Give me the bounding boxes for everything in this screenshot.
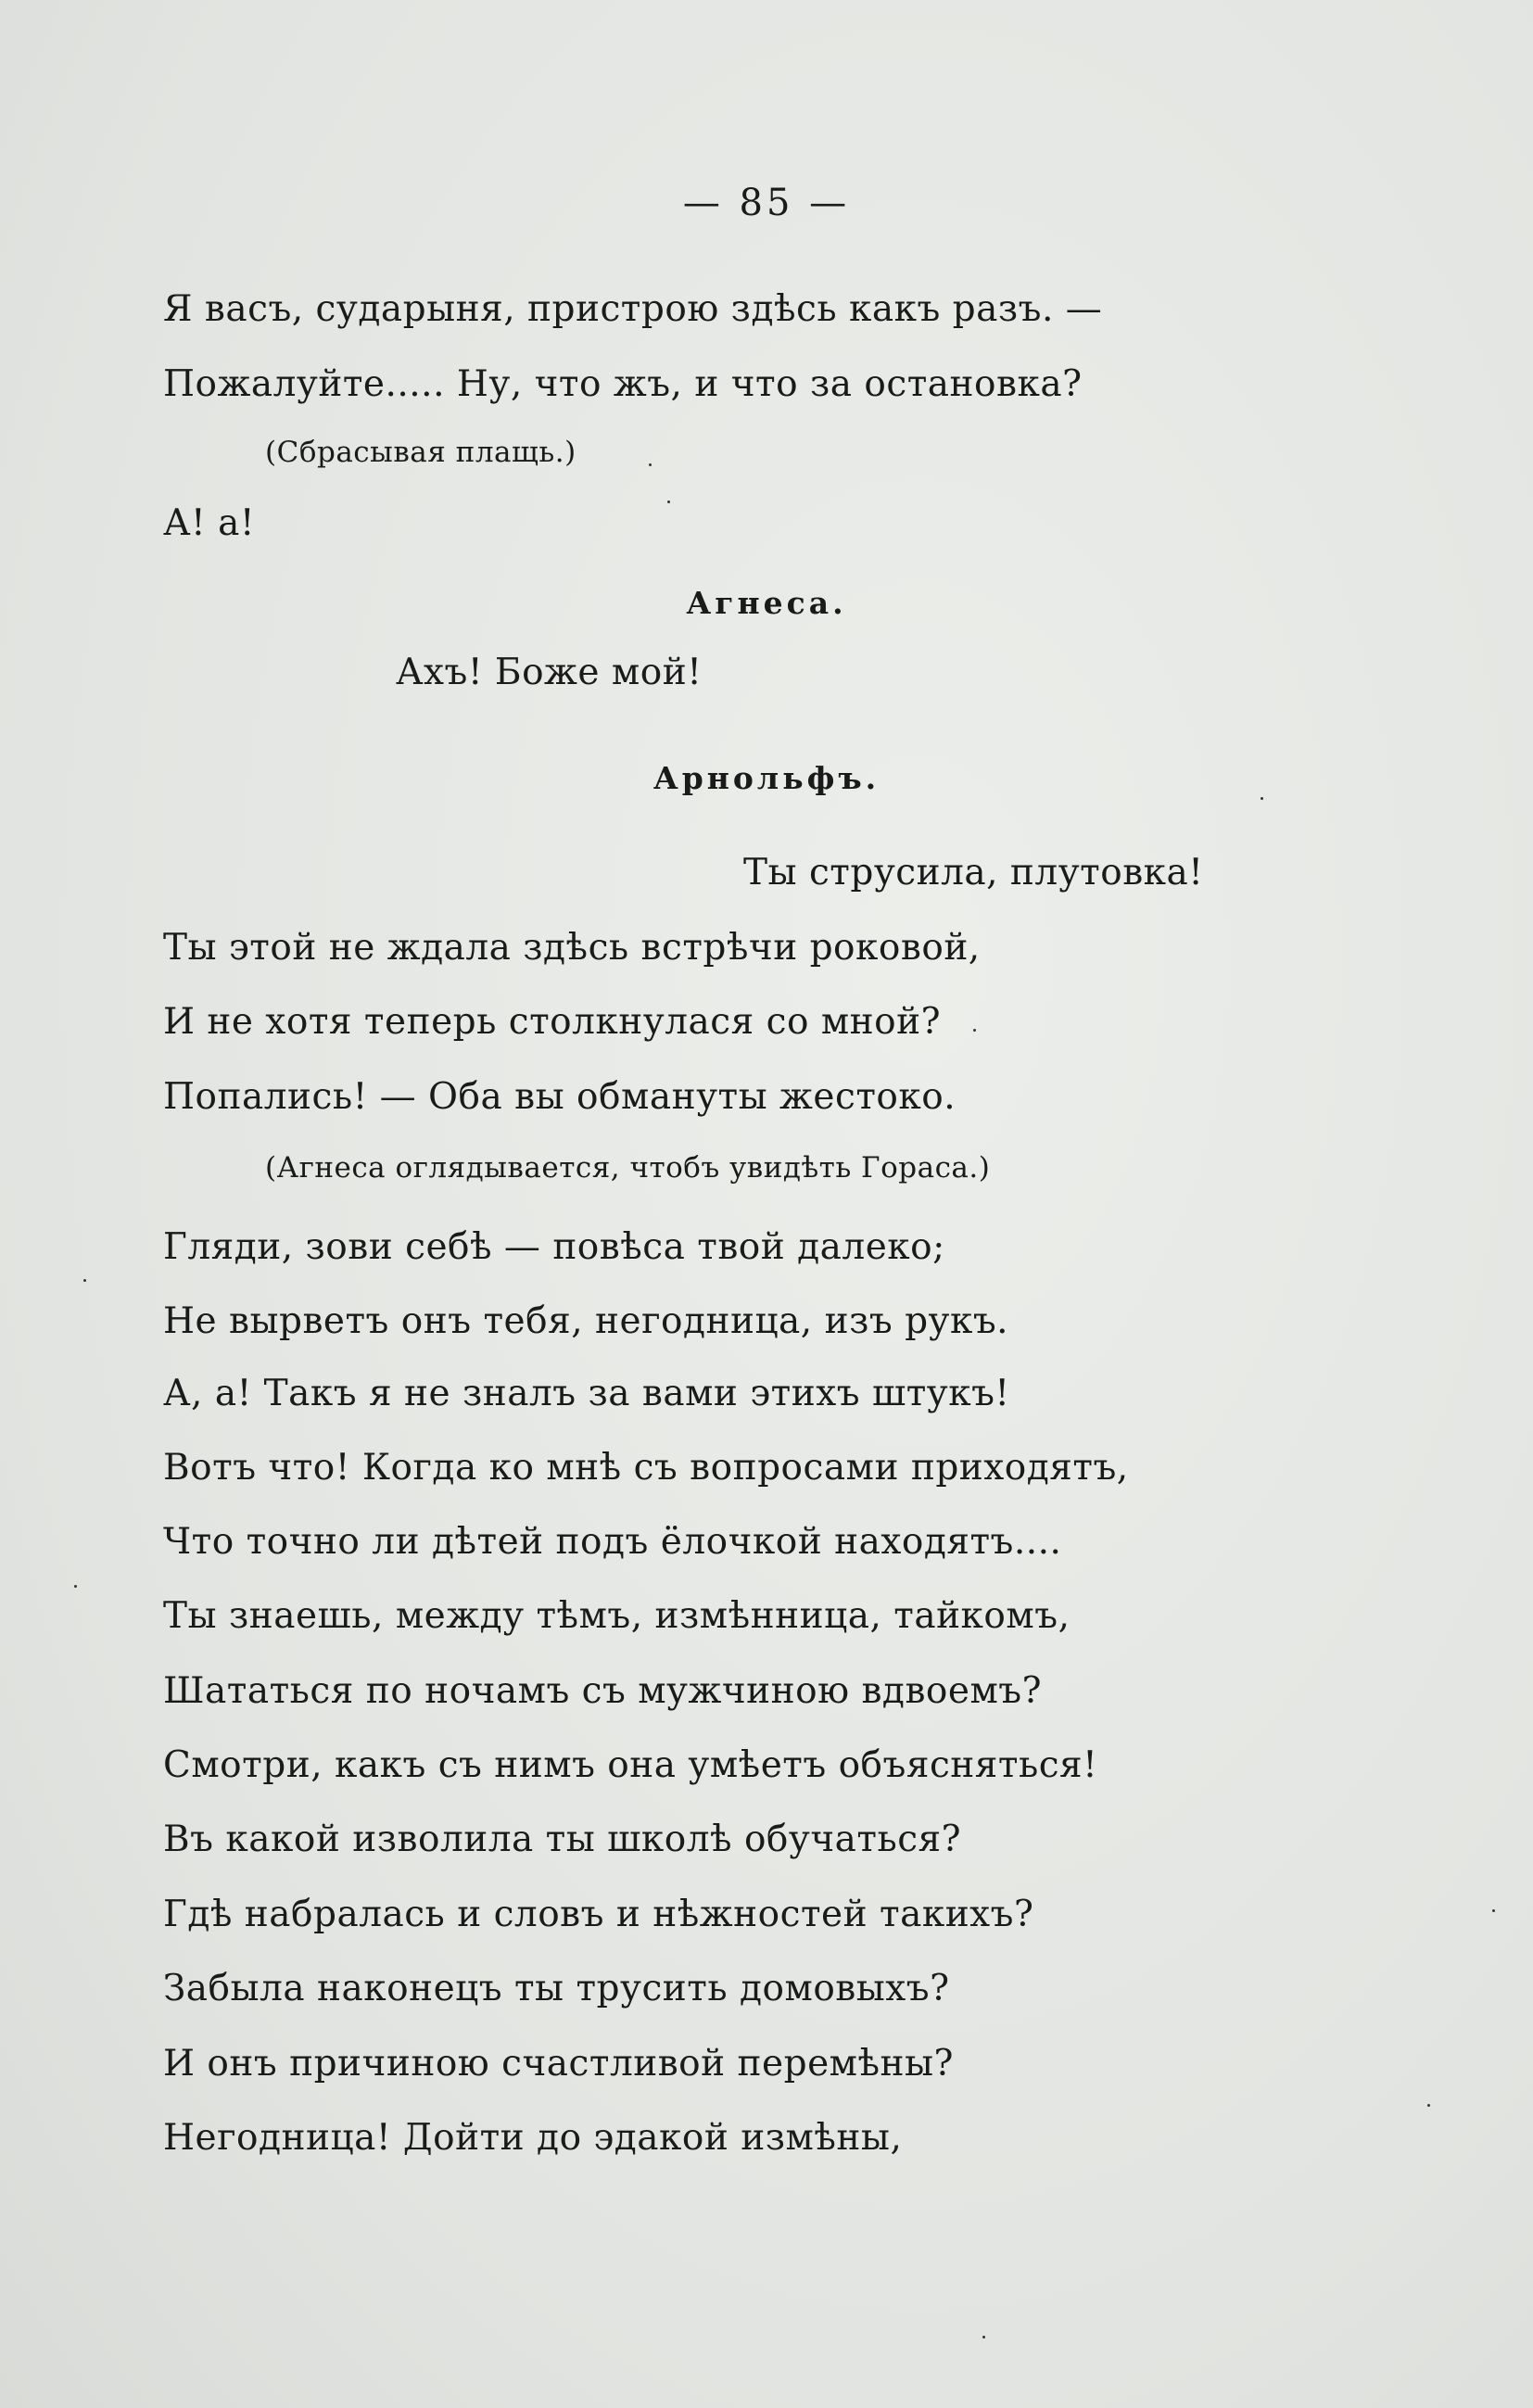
verse-line: Въ какой изволила ты школѣ обучаться? [163,1819,962,1860]
verse-line: И онъ причиною счастливой перемѣны? [163,2043,954,2085]
verse-line: А, а! Такъ я не зналъ за вами этихъ штукъ! [163,1373,1010,1414]
verse-line: Гляди, зови себѣ — повѣса твой далеко; [163,1226,945,1268]
verse-line: Смотри, какъ съ нимъ она умѣетъ объясняться! [163,1744,1098,1786]
stage-direction: (Агнеса оглядывается, чтобъ увидѣть Гораса.) [265,1151,991,1185]
paper-speck [1492,1909,1495,1912]
text-line: Пожалуйте..... Ну, что жъ, и что за остановка? [163,363,1083,405]
speech-line: Ты струсила, плутовка! [743,852,1204,893]
verse-line: Ты этой не ждала здѣсь встрѣчи роковой, [163,927,981,969]
verse-line: Не вырветъ онъ тебя, негодница, изъ рукъ. [163,1300,1009,1342]
page-number: — 85 — [682,182,851,224]
text-line: А! а! [163,502,256,544]
text-line: Я васъ, сударыня, пристрою здѣсь какъ разъ. — [163,288,1103,330]
paper-speck [982,2336,985,2338]
verse-line: Негодница! Дойти до эдакой измѣны, [163,2117,903,2159]
paper-speck [83,1279,86,1282]
verse-line: Вотъ что! Когда ко мнѣ съ вопросами приходятъ, [163,1447,1129,1489]
paper-speck [973,1029,976,1032]
paper-speck [649,463,652,466]
speaker-name: Агнеса. [686,585,847,621]
stage-direction: (Сбрасывая плащь.) [265,436,576,469]
speech-line: Ахъ! Боже мой! [396,652,703,693]
verse-line: Ты знаешь, между тѣмъ, измѣнница, тайкомъ, [163,1595,1071,1637]
paper-speck [1261,797,1263,800]
paper-speck [667,501,670,503]
verse-line: Что точно ли дѣтей подъ ёлочкой находятъ.... [163,1521,1062,1563]
speaker-name: Арнольфъ. [652,760,881,796]
verse-line: Гдѣ набралась и словъ и нѣжностей такихъ? [163,1894,1034,1935]
verse-line: И не хотя теперь столкнулася со мной? [163,1001,942,1043]
verse-line: Забыла наконецъ ты трусить домовыхъ? [163,1968,950,2009]
verse-line: Попались! — Оба вы обмануты жестоко. [163,1076,957,1118]
paper-speck [74,1585,77,1588]
verse-line: Шататься по ночамъ съ мужчиною вдвоемъ? [163,1670,1043,1712]
paper-speck [1427,2104,1430,2107]
